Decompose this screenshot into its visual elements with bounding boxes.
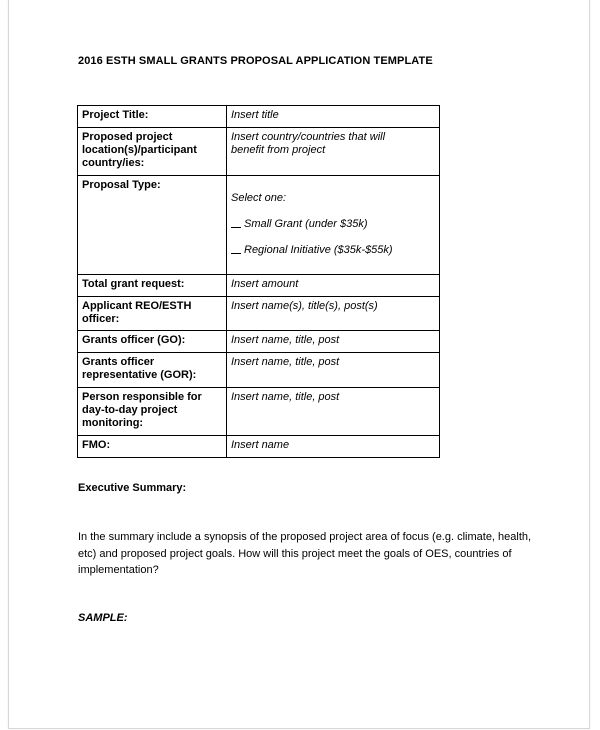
document-page [8, 0, 590, 729]
proposal-option [231, 218, 435, 231]
row-value: Insert name, title, post [227, 353, 440, 388]
row-value: Insert name(s), title(s), post(s) [227, 297, 440, 331]
row-label: FMO: [78, 436, 227, 458]
table-row [78, 353, 440, 388]
option-blank-line [231, 244, 241, 254]
table-row [78, 176, 440, 275]
row-value [227, 128, 440, 176]
sample-label: SAMPLE: [78, 612, 128, 624]
option-blank-line [231, 218, 241, 228]
document-title: 2016 ESTH SMALL GRANTS PROPOSAL APPLICATION TEMPLATE [78, 55, 433, 67]
row-label: Total grant request: [78, 275, 227, 297]
row-value: Insert title [227, 106, 440, 128]
table-row [78, 331, 440, 353]
row-label [78, 388, 227, 436]
table-row [78, 436, 440, 458]
table-row [78, 106, 440, 128]
table-row [78, 275, 440, 297]
table-row [78, 128, 440, 176]
row-value: Insert name [227, 436, 440, 458]
label-text: Applicant REO/ESTH officer: [82, 300, 192, 325]
row-value: Insert name, title, post [227, 388, 440, 436]
row-label: Proposal Type: [78, 176, 227, 275]
option-label: Small Grant (under $35k) [244, 218, 368, 230]
executive-summary-heading: Executive Summary: [78, 482, 187, 494]
executive-summary-body: In the summary include a synopsis of the proposed project area of focus (e.g. climate, health, etc) and proposed project goals. How will this project meet the goals of OES, countries of implementation? [78, 531, 532, 576]
row-value: Insert name, title, post [227, 331, 440, 353]
option-label: Regional Initiative ($35k-$55k) [244, 244, 393, 256]
table-row [78, 388, 440, 436]
row-label [78, 128, 227, 176]
label-text: Person responsible for day-to-day project monitoring: [82, 391, 202, 429]
label-text: Proposed project location(s)/participant country/ies: [82, 131, 197, 169]
row-label: Project Title: [78, 106, 227, 128]
row-label [78, 297, 227, 331]
value-text: Insert country/countries that will benefit from project [231, 131, 386, 156]
row-value [227, 176, 440, 275]
table-row [78, 297, 440, 331]
select-one-text: Select one: [231, 192, 287, 204]
application-info-table [77, 105, 440, 458]
row-label [78, 353, 227, 388]
row-value: Insert amount [227, 275, 440, 297]
proposal-option [231, 244, 435, 257]
label-text: Grants officer representative (GOR): [82, 356, 197, 381]
row-label: Grants officer (GO): [78, 331, 227, 353]
